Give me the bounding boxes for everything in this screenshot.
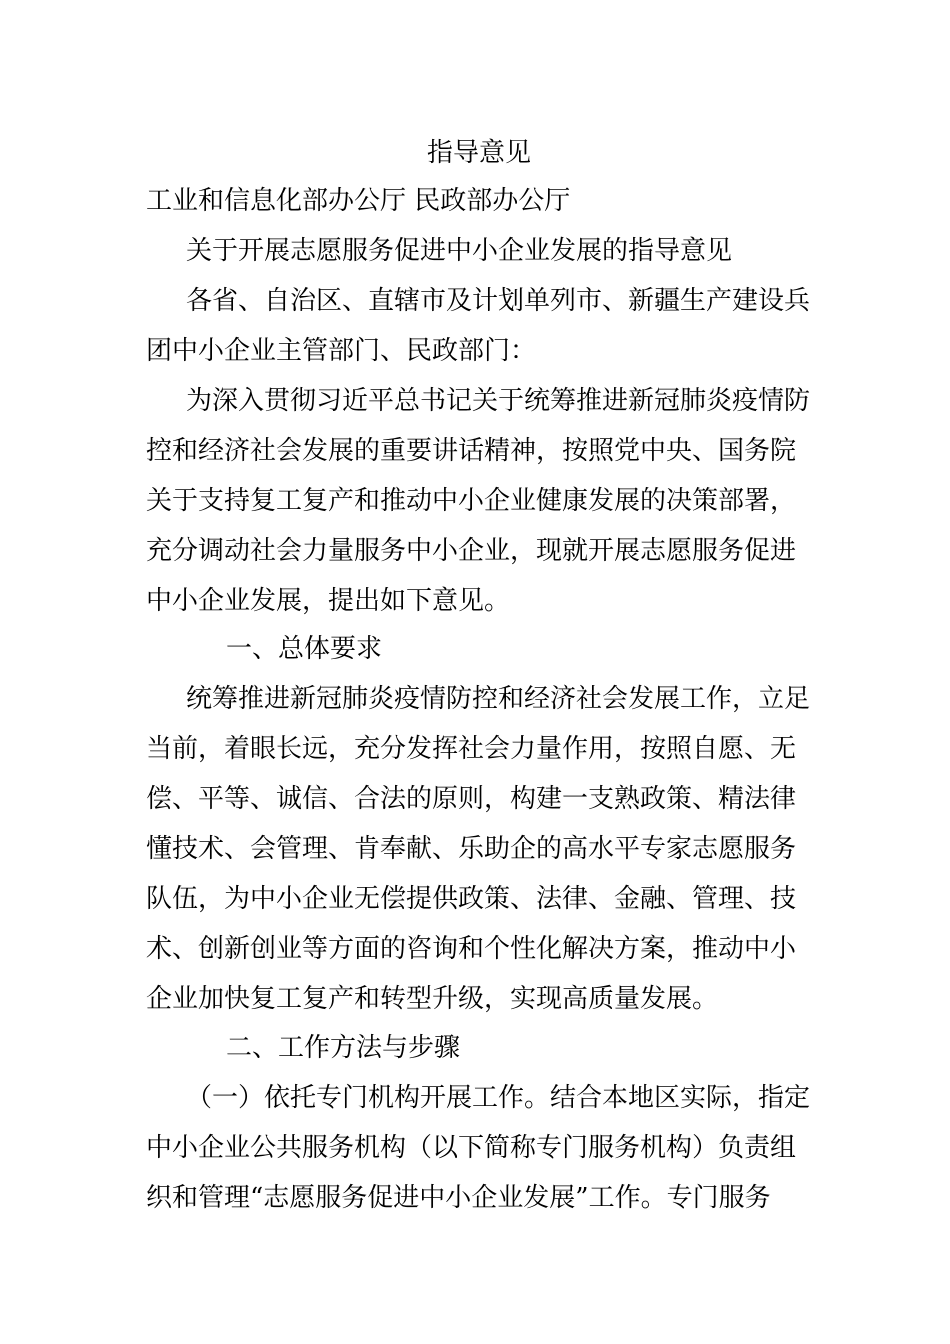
- paragraph-line: 懂技术、会管理、肯奉献、乐助企的高水平专家志愿服务: [146, 834, 797, 864]
- paragraph-line: 队伍，为中小企业无偿提供政策、法律、金融、管理、技: [146, 884, 797, 914]
- section-heading: 二、工作方法与步骤: [226, 1033, 461, 1063]
- paragraph-line: 充分调动社会力量服务中小企业，现就开展志愿服务促进: [146, 536, 797, 566]
- paragraph-line: 偿、平等、诚信、合法的原则，构建一支熟政策、精法律: [146, 784, 797, 814]
- paragraph-line: 织和管理“志愿服务促进中小企业发展”工作。专门服务: [146, 1183, 771, 1213]
- paragraph-line: 术、创新创业等方面的咨询和个性化解决方案，推动中小: [146, 934, 797, 964]
- addressee-line: 团中小企业主管部门、民政部门：: [146, 336, 537, 366]
- paragraph-line: 控和经济社会发展的重要讲话精神，按照党中央、国务院: [146, 436, 797, 466]
- document-subtitle: 关于开展志愿服务促进中小企业发展的指导意见: [186, 236, 733, 266]
- issuer-line: 工业和信息化部办公厅 民政部办公厅: [146, 186, 571, 216]
- paragraph-line: （一）依托专门机构开展工作。结合本地区实际，指定: [186, 1083, 811, 1113]
- paragraph-line: 关于支持复工复产和推动中小企业健康发展的决策部署，: [146, 486, 797, 516]
- paragraph-line: 统筹推进新冠肺炎疫情防控和经济社会发展工作，立足: [186, 684, 811, 714]
- paragraph-line: 企业加快复工复产和转型升级，实现高质量发展。: [146, 984, 719, 1014]
- paragraph-line: 中小企业公共服务机构（以下简称专门服务机构）负责组: [146, 1133, 797, 1163]
- document-title: 指导意见: [427, 138, 532, 168]
- section-heading: 一、总体要求: [226, 634, 383, 664]
- paragraph-line: 为深入贯彻习近平总书记关于统筹推进新冠肺炎疫情防: [186, 386, 811, 416]
- paragraph-line: 当前，着眼长远，充分发挥社会力量作用，按照自愿、无: [146, 734, 797, 764]
- paragraph-line: 中小企业发展，提出如下意见。: [146, 586, 511, 616]
- addressee-line: 各省、自治区、直辖市及计划单列市、新疆生产建设兵: [186, 286, 811, 316]
